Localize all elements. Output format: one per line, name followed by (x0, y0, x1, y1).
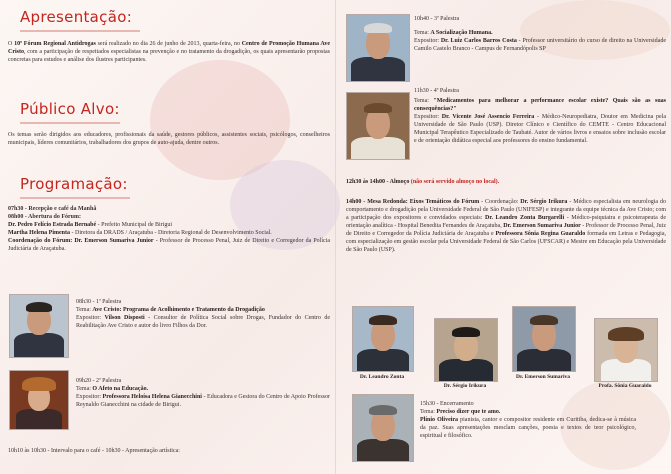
apresentacao-text: O 10º Fórum Regional Antidrogas será realizado no dia 26 de junho de 2013, quarta-feira, no Centro de Promoção Humana Ave Cristo, com a participação de respeitados especialistas na prevenção e no tratamento da drogadição, os quais apresentarão propostas concretas para estudos e análise dos ilustres participantes. (8, 41, 330, 63)
org-name: Centro de Promoção Humana Ave Cristo (8, 41, 330, 55)
caption-sergio: Dr. Sérgio Irikura (443, 383, 487, 389)
palestra4-text: 11h30 - 4ª Palestra Tema: "Medicamentos para melhorar a performance escolar existe? Quais são as suas consequências?" Expositor: Dr. Vicente José Assencio Ferreira - Médico-Neuropediatra, Doutor em Medicina pela Universidade de São Paulo (USP). Diretor Clínico e Científico do CEMTE - Centro Educacional Municipal Terapêutico Especializado de Taubaté. Autor de vários livros e ensaios sobre inclusão escolar e de orientação didática especial aos professores do ensino fundamental. (414, 88, 666, 144)
panel-photo-sergio (434, 318, 498, 382)
heading-underline (20, 197, 130, 199)
schedule-line: Coordenação do Fórum: Dr. Emerson Sumariva Junior - Professor de Processo Penal, Juiz de Direito e Corregedor da Polícia Judiciária de Araçatuba. (8, 238, 330, 252)
caption-emerson: Dr. Emerson Sumariva (515, 374, 571, 380)
intervalo-text: 10h10 às 10h30 - Intervalo para o café - 10h30 - Apresentação artística: (8, 448, 180, 454)
speaker-photo-luiz-carlos (346, 14, 410, 82)
speaker-photo-vicente (346, 92, 410, 160)
panel-photo-sonia (594, 318, 658, 382)
caption-leandro: Dr. Leandro Zonta (359, 374, 405, 380)
heading-apresentacao: Apresentação: (20, 8, 133, 26)
heading-publico-alvo: Público Alvo: (20, 100, 120, 118)
programacao-text (8, 205, 330, 253)
schedule-line: Dr. Pedro Felício Estrada Bernabé - Prefeito Municipal de Birigui (8, 222, 172, 228)
speaker-photo-heloisa (9, 370, 69, 430)
schedule-line: 08h00 - Abertura do Fórum: (8, 214, 81, 220)
palestra1-text: 08h30 - 1ª Palestra Tema: Ave Cristo: Programa de Acolhimento e Tratamento da Drogadição Expositor: Vilson Disposti - Consultor de Política Social sobre Drogas, Fundador do Centro de Reabilitação Ave Cristo e autor do livro Filhos da Dor. (76, 299, 331, 329)
speaker-photo-vilson (9, 294, 69, 358)
right-column (336, 0, 671, 474)
almoco-text: 12h30 às 14h00 - Almoço (não será servido almoço no local). (346, 179, 500, 185)
palestra2-text: 09h20 - 2ª Palestra Tema: O Afeto na Educação. Expositor: Professora Heloísa Helena Gianecchini - Educadora e Gestora do Centro de Apoio Professor Reynaldo Gianecchini na cidade de Birigui. (76, 378, 330, 408)
heading-underline (20, 122, 120, 124)
heading-underline (20, 30, 140, 32)
panel-photo-leandro (352, 306, 414, 372)
publico-text: Os temas serão dirigidos aos educadores, profissionais da saúde, gestores públicos, assistentes sociais, psicólogos, conselheiros municipais, líderes comunitários, trabalhadores dos grupos de auto-ajuda, dentre outros. (8, 132, 330, 146)
palestra3-text: 10h40 - 3ª Palestra Tema: A Socialização Humana. Expositor: Dr. Luiz Carlos Barros Costa - Professor universitário do curso de direito na Universidade Camilo Castelo Branco - Campus de Fernandópolis SP (414, 16, 666, 52)
event-name: 10º Fórum Regional Antidrogas (14, 41, 96, 47)
speaker-photo-plinio (352, 394, 414, 462)
panel-photo-emerson (512, 306, 576, 372)
schedule-line: Martha Helena Pimenta - Diretora da DRADS / Araçatuba - Diretoria Regional de Desenvolvimento Social. (8, 230, 272, 236)
schedule-line: 07h30 - Recepção e café da Manhã (8, 206, 97, 212)
heading-programacao: Programação: (20, 175, 128, 193)
mesa-redonda-text: 14h00 - Mesa Redonda: Eixos Temáticos do Fórum - Coordenação: Dr. Sérgio Irikura - Médico especialista em neurologia do comportamento e drogadição pela Universidade Federal de São Paulo (UNIFESP) e integrante da equipe técnica da Ave Cristo; com a participação dos expositores e convidados especiais: Dr. Leandro Zonta Burgarelli - Médico-psiquiatra e psicoterapeuta de orientação analítica - Hospital Benedita Fernandes de Araçatuba, Dr. Emerson Sumariva Junior - Professor de Processo Penal, Juiz de Direito e Corregedor da Polícia Judiciária de Araçatuba e Professora Sônia Regina Guaraldo formada em Letras e Pedagogia, com especialização em gestão escolar pela Universidade Federal de São Carlos (UFSCAR) e Mestre em Educação pela Universidade de São Paulo (USP). (346, 199, 666, 253)
encerramento-text: 15h30 - Encerramento Tema: Preciso dizer que te amo. Plínio Oliveira pianista, cantor e compositor residente em Curitiba, dedica-se à música da paz. Suas apresentações mesclam canções, poesia e textos de teor psicológico, espiritual e filosófico. (420, 401, 636, 439)
caption-sonia: Profa. Sônia Guaraldo (598, 383, 652, 389)
